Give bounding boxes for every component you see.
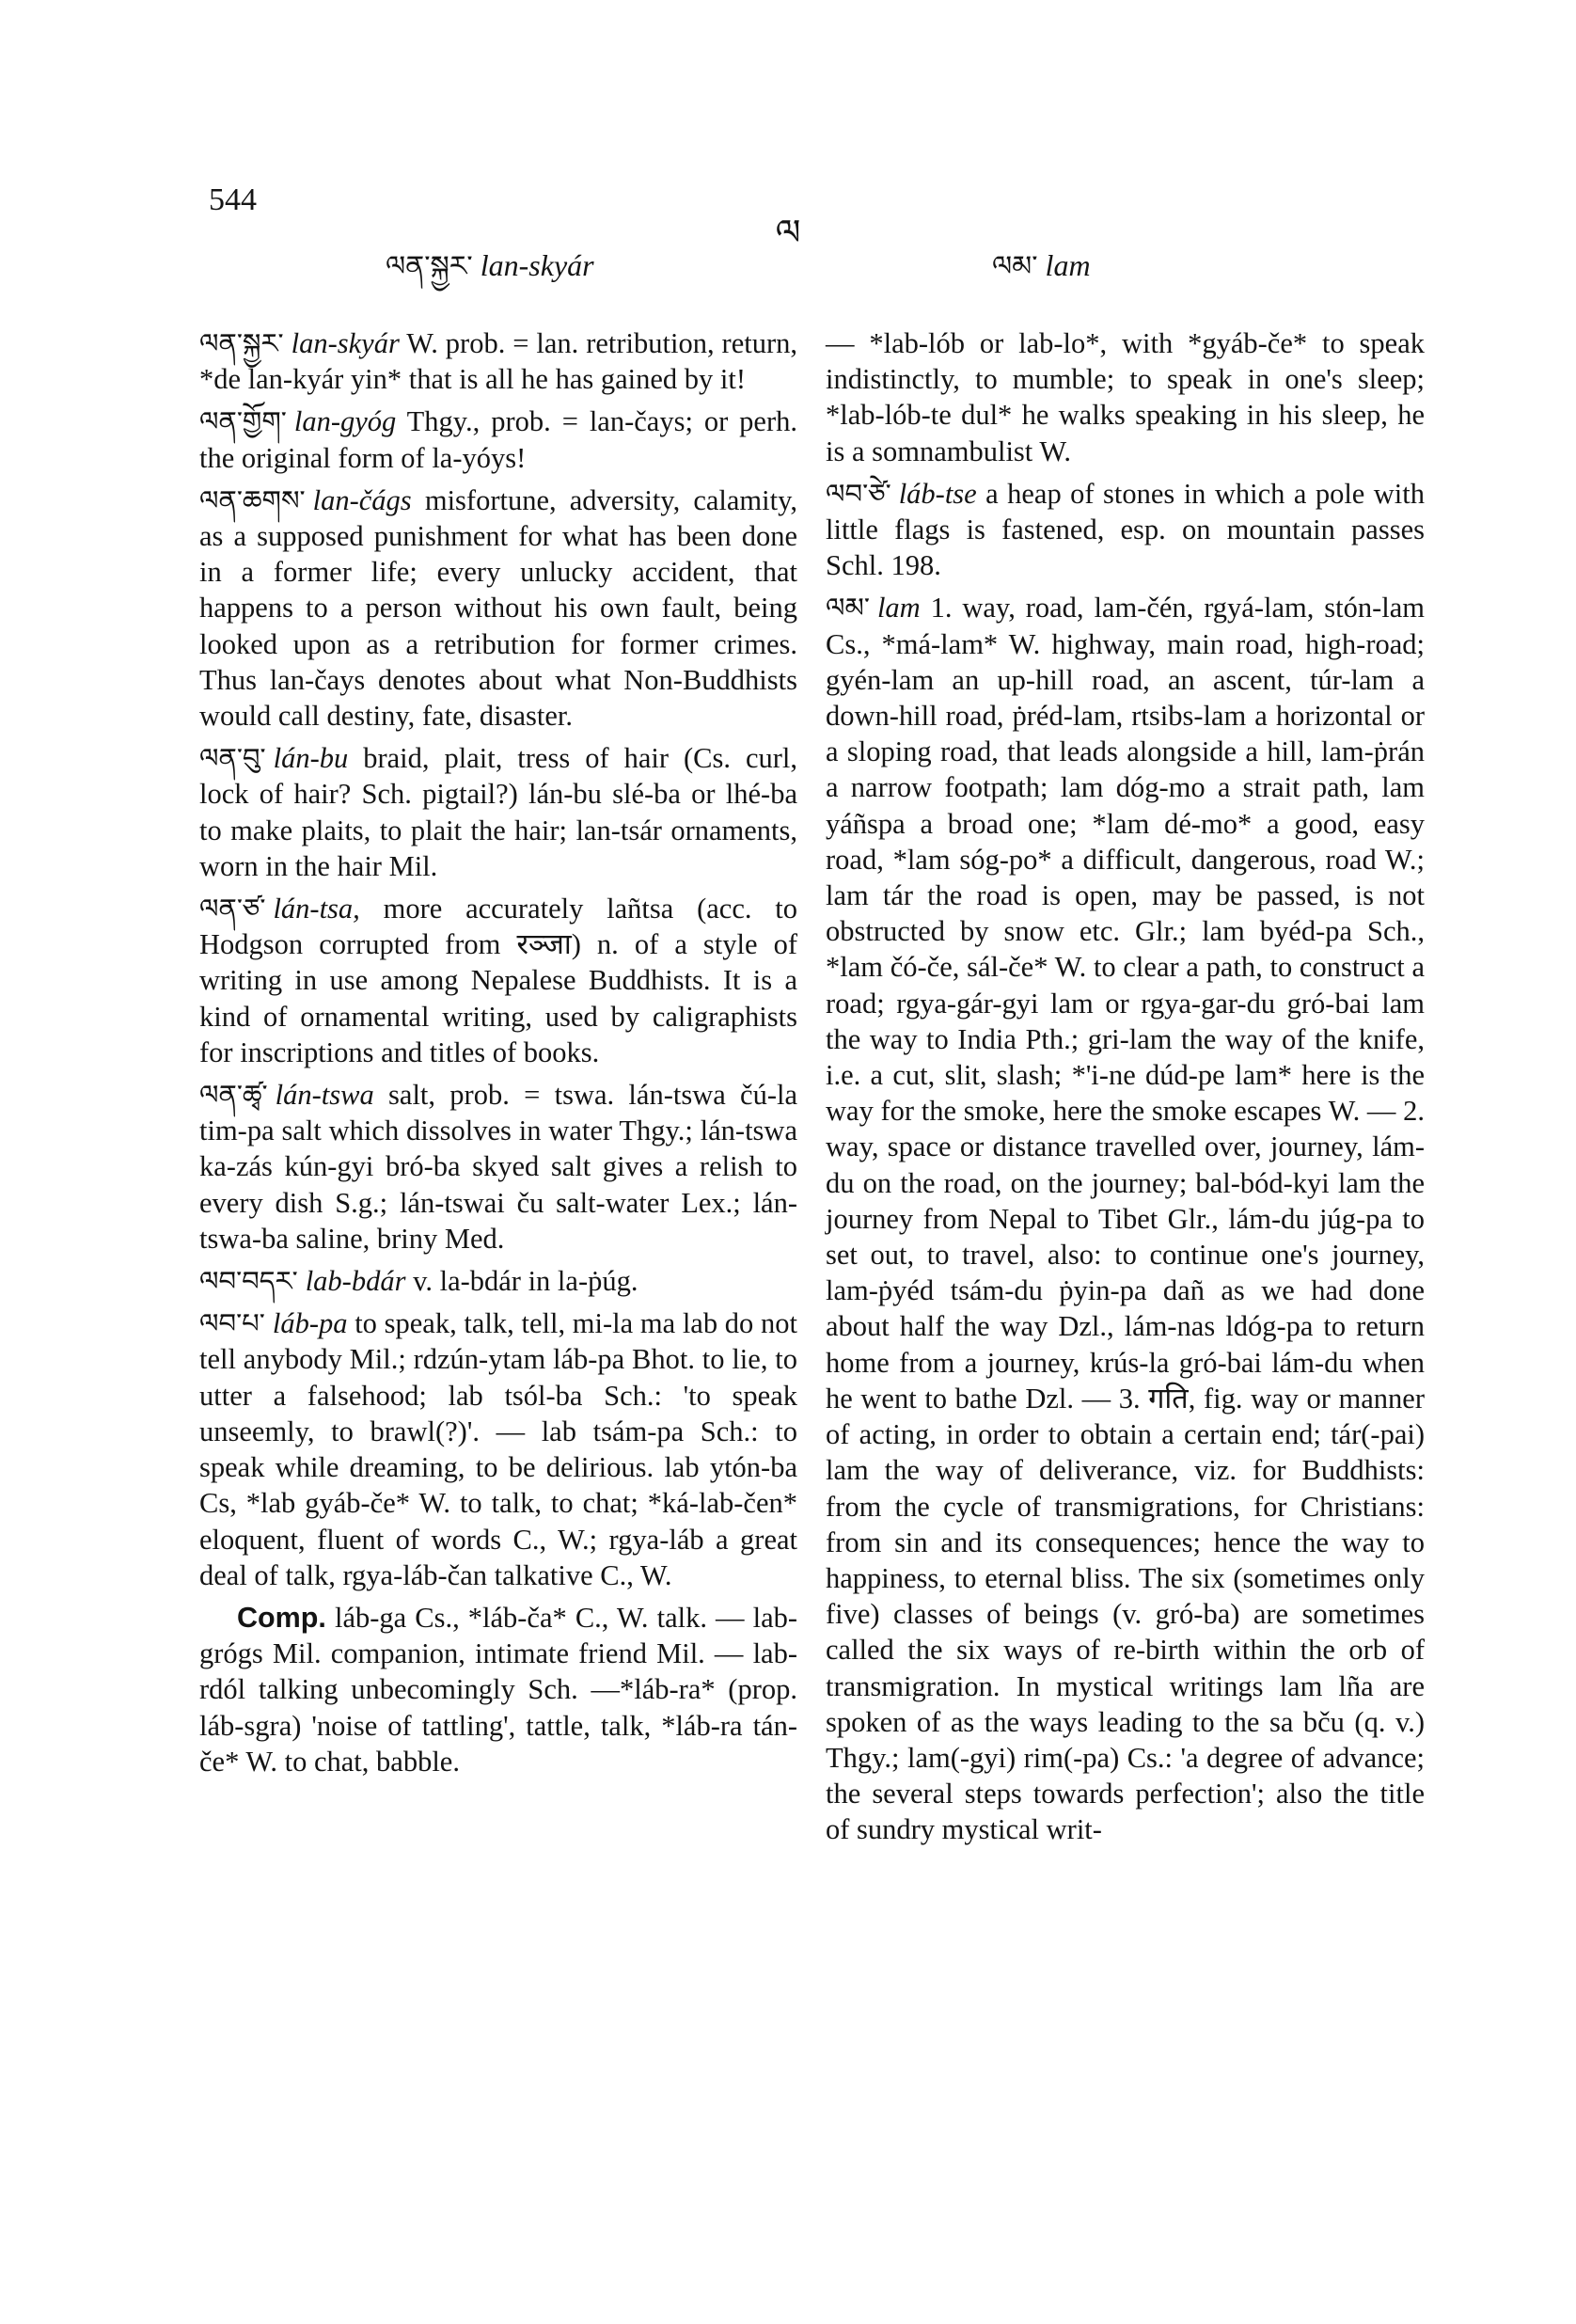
entry-text: — *lab-lób or lab-lo*, with *gyáb-če* to speak indistinctly, to mumble; to speak in one's sleep; *lab-lób-te dul* he walks speaking in his sleep, he is a somnambulist W. <box>826 327 1425 467</box>
entry-tibetan: ལན་གྱོག་ <box>199 405 287 438</box>
entry-tibetan: ལབ་པ་ <box>199 1307 265 1340</box>
entry <box>826 325 1425 469</box>
entry-text: Thgy., prob. = lan-čays; or perh. the original form of la-yóys! <box>199 405 797 474</box>
entry-tibetan: ལན་ཆགས་ <box>199 483 306 516</box>
entry <box>199 325 797 397</box>
entry-tibetan: ལབ་ཙེ་ <box>826 477 891 510</box>
entry-headword: lán-tsa, <box>273 893 360 925</box>
entry-text: braid, plait, tress of hair (Cs. curl, lock of hair? Sch. pigtail?) lán-bu slé-ba or lhé-ba to make plaits, to plait the hair; lan-tsár ornaments, worn in the hair Mil. <box>199 742 797 882</box>
page-number: 544 <box>209 182 257 217</box>
entry-tibetan: ལན་བུ་ <box>199 742 266 775</box>
entry <box>199 740 797 884</box>
running-head-right-tibetan: ལམ་ <box>992 250 1038 283</box>
entry-tibetan: ལབ་བདར་ <box>199 1265 298 1298</box>
entry-headword: lam <box>876 592 921 624</box>
entry <box>199 1077 797 1257</box>
entry-tibetan: ལམ་ <box>826 592 870 624</box>
entry <box>199 403 797 475</box>
running-head-left-roman: lan-skyár <box>480 248 594 282</box>
section-letter: ལ <box>775 212 801 253</box>
entry <box>826 476 1425 584</box>
compounds-label: Comp. <box>237 1601 326 1634</box>
entry-text: more accurately lañtsa (acc. to Hodgson corrupted from रञ्जा) n. of a style of writing in use among Nepalese Buddhists. It is a kind of ornamental writing, used by caligraphists for inscriptions and titles of books. <box>199 893 798 1068</box>
entry-text: v. la-bdár in la-ṗúg. <box>413 1265 638 1298</box>
entry <box>199 482 797 734</box>
running-head-right <box>992 235 1091 314</box>
entry-headword: lán-tswa <box>275 1079 374 1112</box>
entry-text: láb-ga Cs., *láb-ča* C., W. talk. — lab-grógs Mil. companion, intimate friend Mil. — lab-rdól talking unbecomingly Sch. —*láb-ra* (prop. láb-sgra) 'noise of tattling', tattle, talk, *láb-ra tán-če* W. to chat, babble. <box>199 1601 798 1778</box>
entry-headword: lab-bdár <box>305 1265 406 1298</box>
running-head-left-tibetan: ལན་སྐྱར་ <box>386 250 473 283</box>
entry-headword: láb-tse <box>898 477 977 510</box>
entry <box>199 891 797 1070</box>
entry-tibetan: ལན་སྐྱར་ <box>199 327 284 359</box>
running-head-left <box>386 235 594 314</box>
right-column <box>826 325 1425 1855</box>
entry <box>199 1305 797 1593</box>
entry-tibetan: ལན་ཙ་ <box>199 893 266 925</box>
entry <box>826 590 1425 1847</box>
running-head-right-roman: lam <box>1045 248 1091 282</box>
entry-text: a heap of stones in which a pole with little flags is fastened, esp. on mountain passes Schl. 198. <box>826 477 1426 582</box>
compounds-entry <box>199 1600 797 1779</box>
entry-text: 1. way, road, lam-čén, rgyá-lam, stón-lam Cs., *má-lam* W. highway, main road, high-road; gyén-lam an up-hill road, an ascent, túr-lam a down-hill road, ṗréd-lam, rtsibs-lam a horizontal or a sloping road, that leads alongside a hill, lam-ṗrán a narrow footpath; lam dóg-mo a strait path, lam yáñspa a broad one; *lam dé-mo* a good, easy road, *lam sóg-po* a difficult, dangerous, road W.; lam tár the road is open, may be passed, is not obstructed by snow etc. Glr.; lam byéd-pa Sch., *lam čó-če, sál-če* W. to clear a path, to construct a road; rgya-gár-gyi lam or rgya-gar-du gró-bai lam the way to India Pth.; gri-lam the way of the knife, i.e. a cut, slit, slash; *'i-ne dúd-pe lam* here is the way for the smoke, here the smoke escapes W. — 2. way, space or distance travelled over, journey, lám-du on the road, on the journey; bal-bód-kyi lam the journey from Nepal to Tibet Glr., lám-du júg-pa to set out, to travel, also: to continue one's journey, lam-ṗyéd tsám-du ṗyin-pa dañ as we had done about half the way Dzl., lám-nas ldóg-pa to return home from a journey, krús-la gró-bai lám-du when he went to bathe Dzl. — 3. गति, fig. way or manner of acting, in order to obtain a certain end; tár(-pai) lam the way of deliverance, viz. for Buddhists: from the cycle of transmigrations, for Christians: from sin and its consequences; hence the way to happiness, to eternal bliss. The six (sometimes only five) classes of beings (v. gró-ba) are sometimes called the six ways of re-birth within the orb of transmigration. In mystical writings lam lña are spoken of as the ways leading to the sa bču (q. v.) Thgy.; lam(-gyi) rim(-pa) Cs.: 'a degree of advance; the several steps towards perfection'; also the title of sundry mystical writ- <box>826 592 1426 1846</box>
entry-text: misfortune, adversity, calamity, as a supposed punishment for what has been done in a former life; every unlucky accident, that happens to a person without his own fault, being looked upon as a retribution for former crimes. Thus lan-čays denotes about what Non-Buddhists would call destiny, fate, disaster. <box>199 483 797 733</box>
entry-headword: lan-skyár <box>291 327 400 359</box>
entry-text: W. prob. = lan. retribution, return, *de lan-kyár yin* that is all he has gained by it! <box>199 327 797 396</box>
entry-headword: lán-bu <box>273 742 349 775</box>
entry-text: salt, prob. = tswa. lán-tswa čú-la tim-pa salt which dissolves in water Thgy.; lán-tswa ka-zás kún-gyi bró-ba skyed salt gives a relish to every dish S.g.; lán-tswai ču salt-water Lex.; lán-tswa-ba saline, briny Med. <box>199 1079 798 1255</box>
entry <box>199 1263 797 1299</box>
entry-headword: lan-čágs <box>312 483 412 516</box>
left-column <box>199 325 797 1786</box>
entry-headword: láb-pa <box>272 1307 348 1340</box>
entry-tibetan: ལན་ཚྭ་ <box>199 1079 268 1112</box>
entry-text: to speak, talk, tell, mi-la ma lab do not tell anybody Mil.; rdzún-ytam láb-pa Bhot. to lie, to utter a falsehood; lab tsól-ba Sch.: 'to speak unseemly, to brawl(?)'. — lab tsám-pa Sch.: to speak while dreaming, to be delirious. lab ytón-ba Cs, *lab gyáb-če* W. to talk, to chat; *ká-lab-čen* eloquent, fluent of words C., W.; rgya-láb a great deal of talk, rgya-láb-čan talkative C., W. <box>199 1307 797 1591</box>
entry-headword: lan-gyóg <box>293 405 397 438</box>
